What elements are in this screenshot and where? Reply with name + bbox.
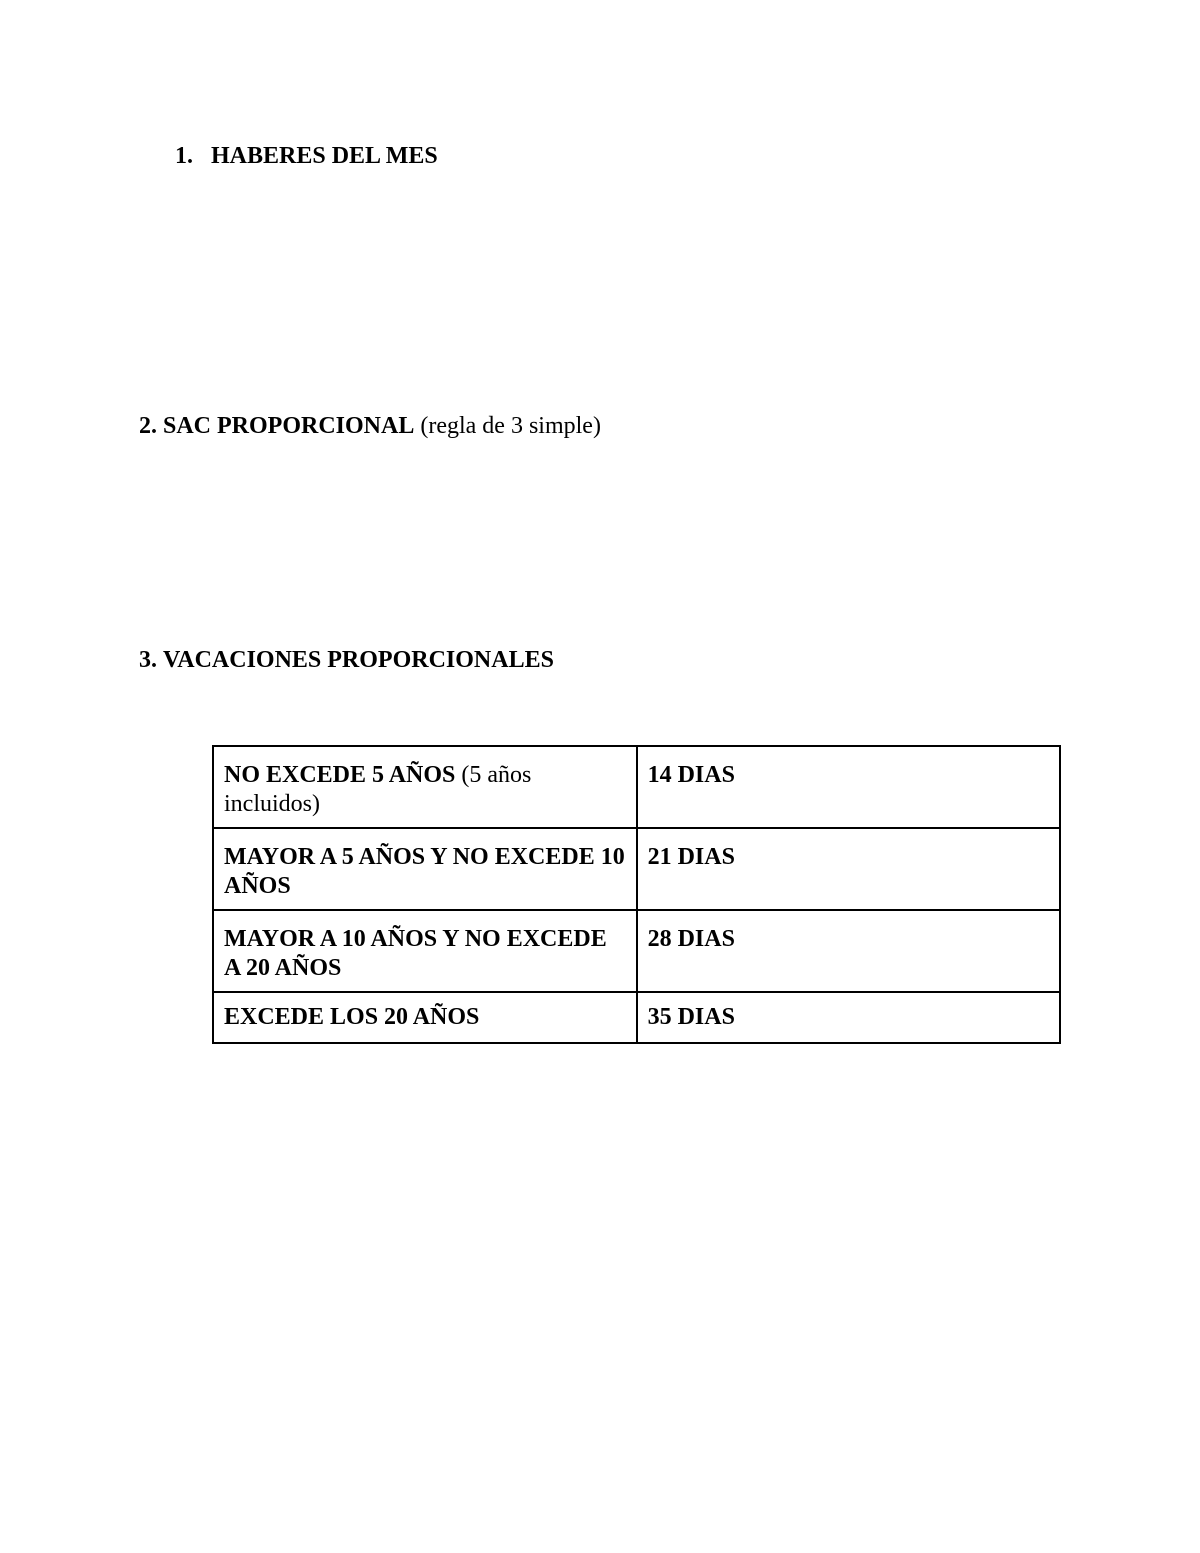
- table-row: [213, 746, 1060, 828]
- days-cell: [637, 992, 1060, 1043]
- vacaciones-table: [212, 745, 1061, 1044]
- condition-text: MAYOR A 10 AÑOS Y NO EXCEDE A 20 AÑOS: [224, 926, 607, 981]
- days-text: 35 DIAS: [647, 1004, 735, 1030]
- days-cell: [637, 828, 1060, 910]
- condition-text: NO EXCEDE 5 AÑOS: [224, 762, 456, 788]
- section-number: 3.: [139, 647, 157, 673]
- section-heading-vacaciones: [139, 646, 554, 674]
- condition-cell: [213, 992, 637, 1043]
- condition-cell: [213, 828, 637, 910]
- section-heading-sac: [139, 412, 601, 440]
- table-row: [213, 828, 1060, 910]
- section-number: 2.: [139, 413, 157, 439]
- table-row: [213, 992, 1060, 1043]
- table-row: [213, 910, 1060, 992]
- days-text: 28 DIAS: [647, 926, 735, 952]
- section-title: VACACIONES PROPORCIONALES: [163, 647, 554, 673]
- days-text: 14 DIAS: [647, 762, 735, 788]
- condition-text: MAYOR A 5 AÑOS Y NO EXCEDE 10 AÑOS: [224, 844, 625, 899]
- section-number: 1.: [175, 143, 193, 169]
- section-title: SAC PROPORCIONAL: [163, 413, 415, 439]
- section-note: (regla de 3 simple): [420, 413, 601, 439]
- condition-cell: [213, 910, 637, 992]
- section-title: HABERES DEL MES: [211, 143, 438, 169]
- condition-text: EXCEDE LOS 20 AÑOS: [224, 1004, 480, 1030]
- days-text: 21 DIAS: [647, 844, 735, 870]
- days-cell: [637, 746, 1060, 828]
- condition-cell: [213, 746, 637, 828]
- days-cell: [637, 910, 1060, 992]
- condition-note: (5 años incluidos): [224, 762, 532, 817]
- section-heading-haberes: [175, 142, 438, 170]
